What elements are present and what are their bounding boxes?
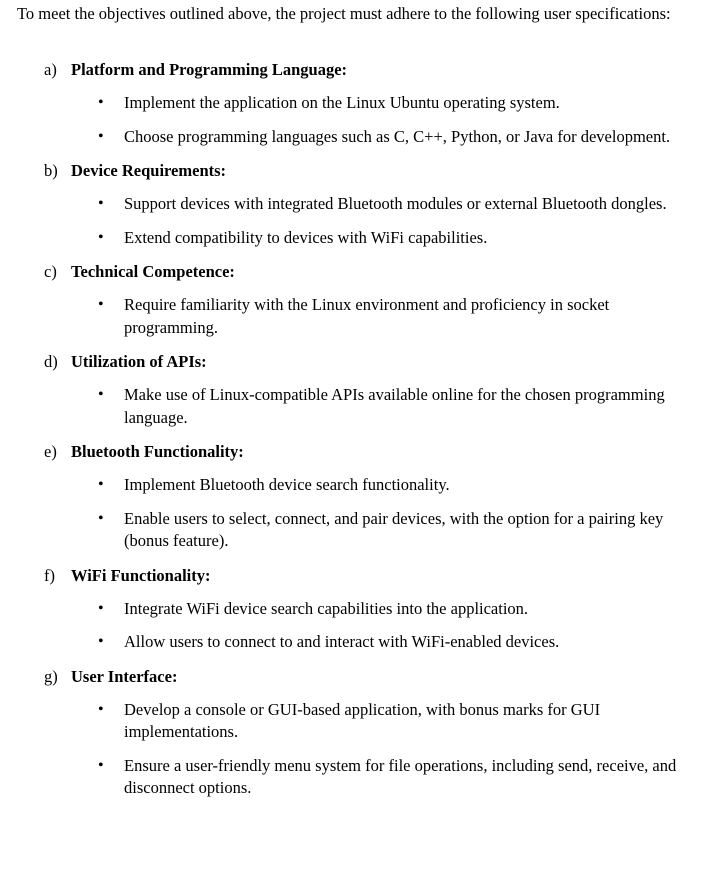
section-title: Technical Competence: <box>71 262 235 281</box>
section-letter: e) <box>44 442 57 461</box>
list-item-text: Enable users to select, connect, and pair devices, with the option for a pairing key (bonus feature). <box>124 508 664 550</box>
bullet-icon: • <box>98 476 104 493</box>
specification-list <box>0 58 720 811</box>
bullet-icon: • <box>98 228 104 246</box>
section-heading <box>0 564 720 588</box>
section-user-interface <box>0 665 720 800</box>
list-item-text: Extend compatibility to devices with WiFi capabilities. <box>124 227 488 247</box>
list-item <box>0 126 720 149</box>
section-letter: b) <box>44 161 58 180</box>
bullet-icon: • <box>98 700 104 718</box>
section-heading <box>0 440 720 464</box>
section-device-requirements <box>0 159 720 249</box>
bullet-icon: • <box>98 195 104 212</box>
intro-paragraph: To meet the objectives outlined above, the project must adhere to the following user specifications: <box>17 4 671 23</box>
bullet-icon: • <box>98 386 104 403</box>
list-item-text: Implement the application on the Linux Ubuntu operating system. <box>124 93 560 112</box>
section-letter: f) <box>44 565 55 585</box>
list-item-text: Integrate WiFi device search capabilities into the application. <box>124 598 529 618</box>
list-item-text: Allow users to connect to and interact with WiFi-enabled devices. <box>124 632 560 651</box>
section-letter: g) <box>44 666 58 686</box>
list-item <box>0 294 720 339</box>
bullet-list <box>0 384 720 429</box>
bullet-list <box>0 474 720 553</box>
list-item <box>0 384 720 429</box>
bullet-list <box>0 699 720 800</box>
bullet-list <box>0 92 720 148</box>
section-title: User Interface: <box>71 666 178 686</box>
section-title: WiFi Functionality: <box>71 565 211 585</box>
section-platform <box>0 58 720 148</box>
bullet-icon: • <box>98 756 104 774</box>
section-title: Platform and Programming Language: <box>71 60 348 79</box>
list-item-text: Ensure a user-friendly menu system for file operations, including send, receive, and disconnect options. <box>124 755 677 797</box>
list-item <box>0 227 720 250</box>
section-heading <box>0 159 720 183</box>
list-item-text: Require familiarity with the Linux environment and proficiency in socket programming. <box>124 295 610 337</box>
section-heading <box>0 350 720 374</box>
bullet-icon: • <box>98 599 104 617</box>
list-item-text: Support devices with integrated Bluetooth modules or external Bluetooth dongles. <box>124 194 667 213</box>
section-apis <box>0 350 720 429</box>
section-technical-competence <box>0 260 720 339</box>
list-item-text: Make use of Linux-compatible APIs available online for the chosen programming language. <box>124 385 665 427</box>
list-item <box>0 598 720 621</box>
bullet-icon: • <box>98 633 104 650</box>
bullet-icon: • <box>98 509 104 527</box>
section-letter: c) <box>44 262 57 281</box>
section-letter: d) <box>44 352 58 371</box>
list-item <box>0 699 720 744</box>
list-item <box>0 508 720 553</box>
bullet-icon: • <box>98 94 104 111</box>
section-letter: a) <box>44 60 57 79</box>
bullet-list <box>0 294 720 339</box>
section-heading <box>0 665 720 689</box>
bullet-list <box>0 193 720 249</box>
section-wifi <box>0 564 720 654</box>
bullet-list <box>0 598 720 654</box>
list-item <box>0 631 720 654</box>
section-title: Utilization of APIs: <box>71 352 207 371</box>
list-item <box>0 193 720 216</box>
section-title: Bluetooth Functionality: <box>71 442 244 461</box>
list-item-text: Choose programming languages such as C, C++, Python, or Java for development. <box>124 126 671 146</box>
section-title: Device Requirements: <box>71 161 227 180</box>
list-item <box>0 92 720 115</box>
section-bluetooth <box>0 440 720 553</box>
list-item-text: Implement Bluetooth device search functionality. <box>124 475 450 494</box>
section-heading <box>0 58 720 82</box>
section-heading <box>0 260 720 284</box>
bullet-icon: • <box>98 296 104 313</box>
list-item <box>0 755 720 800</box>
list-item-text: Develop a console or GUI-based application, with bonus marks for GUI implementations. <box>124 699 601 741</box>
list-item <box>0 474 720 497</box>
bullet-icon: • <box>98 127 104 145</box>
